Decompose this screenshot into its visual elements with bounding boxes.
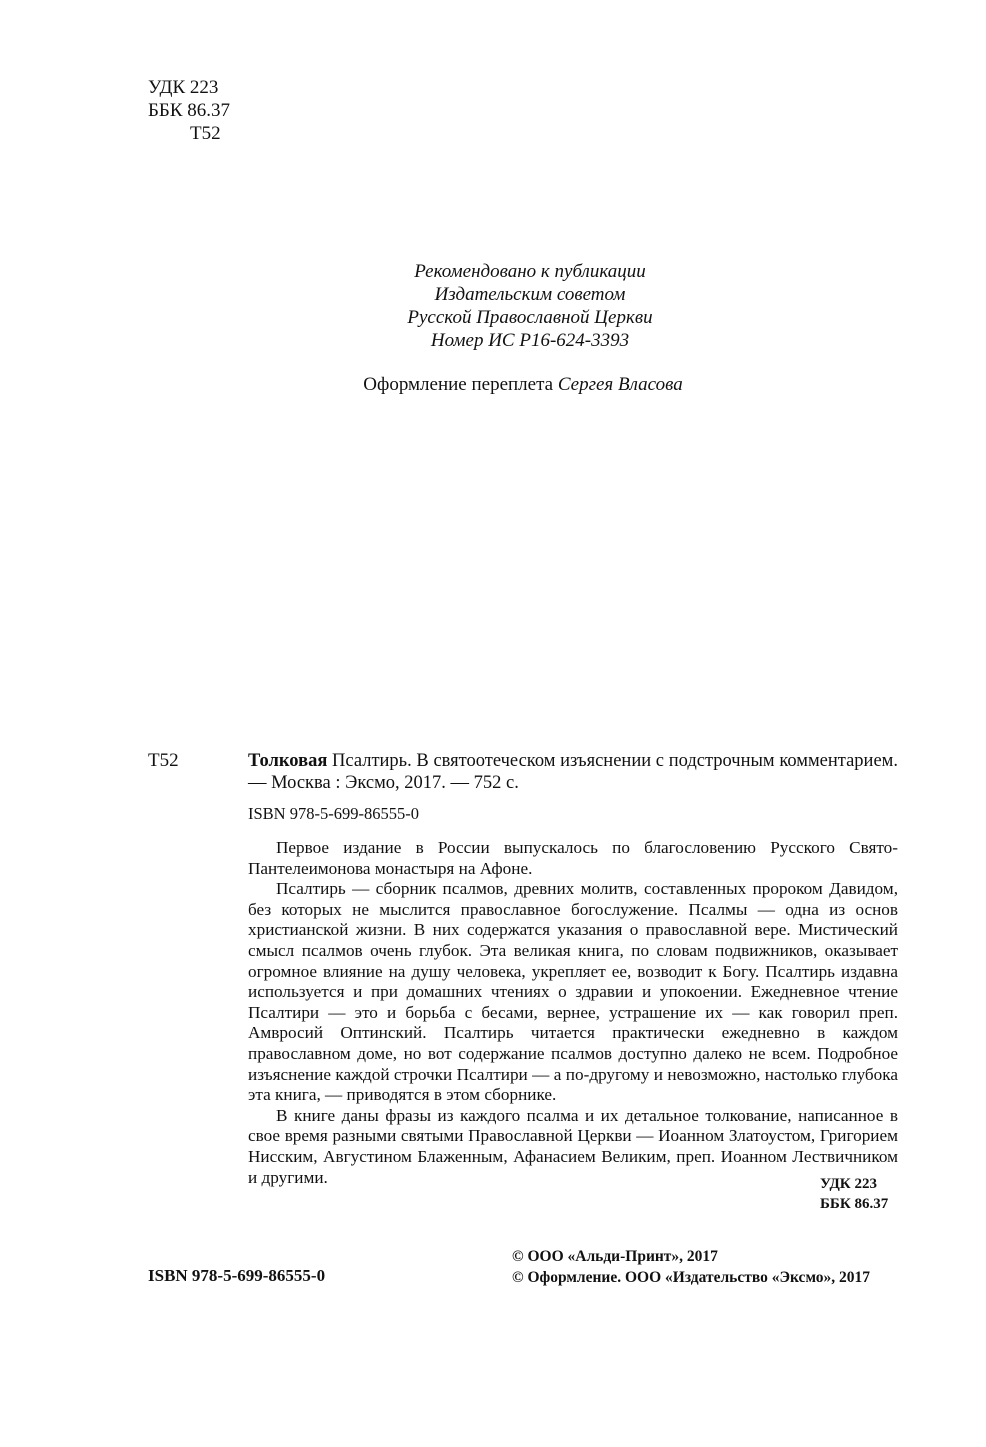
designer-name: Сергея Власова: [557, 374, 683, 395]
copyright-line: © Оформление. ООО «Издательство «Эксмо», 2017: [512, 1269, 871, 1286]
copyright-block: [512, 1246, 870, 1288]
recommendation-line: Рекомендовано к публикации: [414, 261, 646, 282]
design-credit: [0, 374, 986, 396]
bibliographic-description: [248, 750, 898, 794]
udk-code: УДК 223: [820, 1176, 877, 1192]
author-code: Т52: [190, 123, 221, 144]
udk-code: УДК 223: [148, 77, 219, 98]
copyright-line: © ООО «Альди-Принт», 2017: [512, 1248, 718, 1265]
design-credit-label: Оформление переплета: [363, 374, 554, 395]
recommendation-line: Издательским советом: [434, 284, 626, 305]
isbn-record: ISBN 978-5-699-86555-0: [248, 804, 419, 823]
recommendation-line: Русской Православной Церкви: [407, 307, 653, 328]
recommendation-block: [0, 260, 986, 352]
isbn-footer: ISBN 978-5-699-86555-0: [148, 1266, 326, 1285]
classification-bottom: [820, 1174, 888, 1214]
classification-top: [148, 76, 230, 145]
bbk-code: ББК 86.37: [820, 1196, 889, 1212]
bibliographic-code: Т52: [148, 750, 179, 771]
recommendation-line: Номер ИС Р16-624-3393: [430, 330, 630, 351]
bibliographic-title: Толковая: [248, 751, 328, 771]
bibliographic-text: Псалтирь. В святоотеческом изъяснении с подстрочным комментарием. — Москва : Эксмо, 2017. — 752 с.: [248, 751, 898, 793]
annotation-paragraph: Первое издание в России выпускалось по благословению Русского Свято-Пантелеимонова монастыря на Афоне.: [248, 838, 898, 878]
annotation: [248, 838, 898, 1188]
annotation-paragraph: Псалтирь — сборник псалмов, древних молитв, составленных пророком Давидом, без которых не мыслится православное богослужение. Псалмы — одна из основ христианской жизни. В них содержатся указания о православной вере. Мистический смысл псалмов очень глубок. Эта великая книга, по словам подвижников, оказывает огромное влияние на душу человека, укрепляет ее, возводит к Богу. Псалтирь издавна используется и при домашних чтениях о здравии и упокоении. Ежедневное чтение Псалтири — это и борьба с бесами, вернее, устрашение их — как говорил преп. Амвросий Оптинский. Псалтирь читается практически ежедневно в каждом православном доме, но вот содержание псалмов доступно далеко не всем. Подробное изъяснение каждой строчки Псалтири — а по-другому и невозможно, настолько глубока эта книга, — приводятся в этом сборнике.: [248, 879, 898, 1105]
bbk-code: ББК 86.37: [148, 100, 230, 121]
annotation-paragraph: В книге даны фразы из каждого псалма и их детальное толкование, написанное в свое время разными святыми Православной Церкви — Иоанном Златоустом, Григорием Нисским, Августином Блаженным, Афанасием Великим, преп. Иоанном Лествичником и другими.: [248, 1105, 898, 1187]
